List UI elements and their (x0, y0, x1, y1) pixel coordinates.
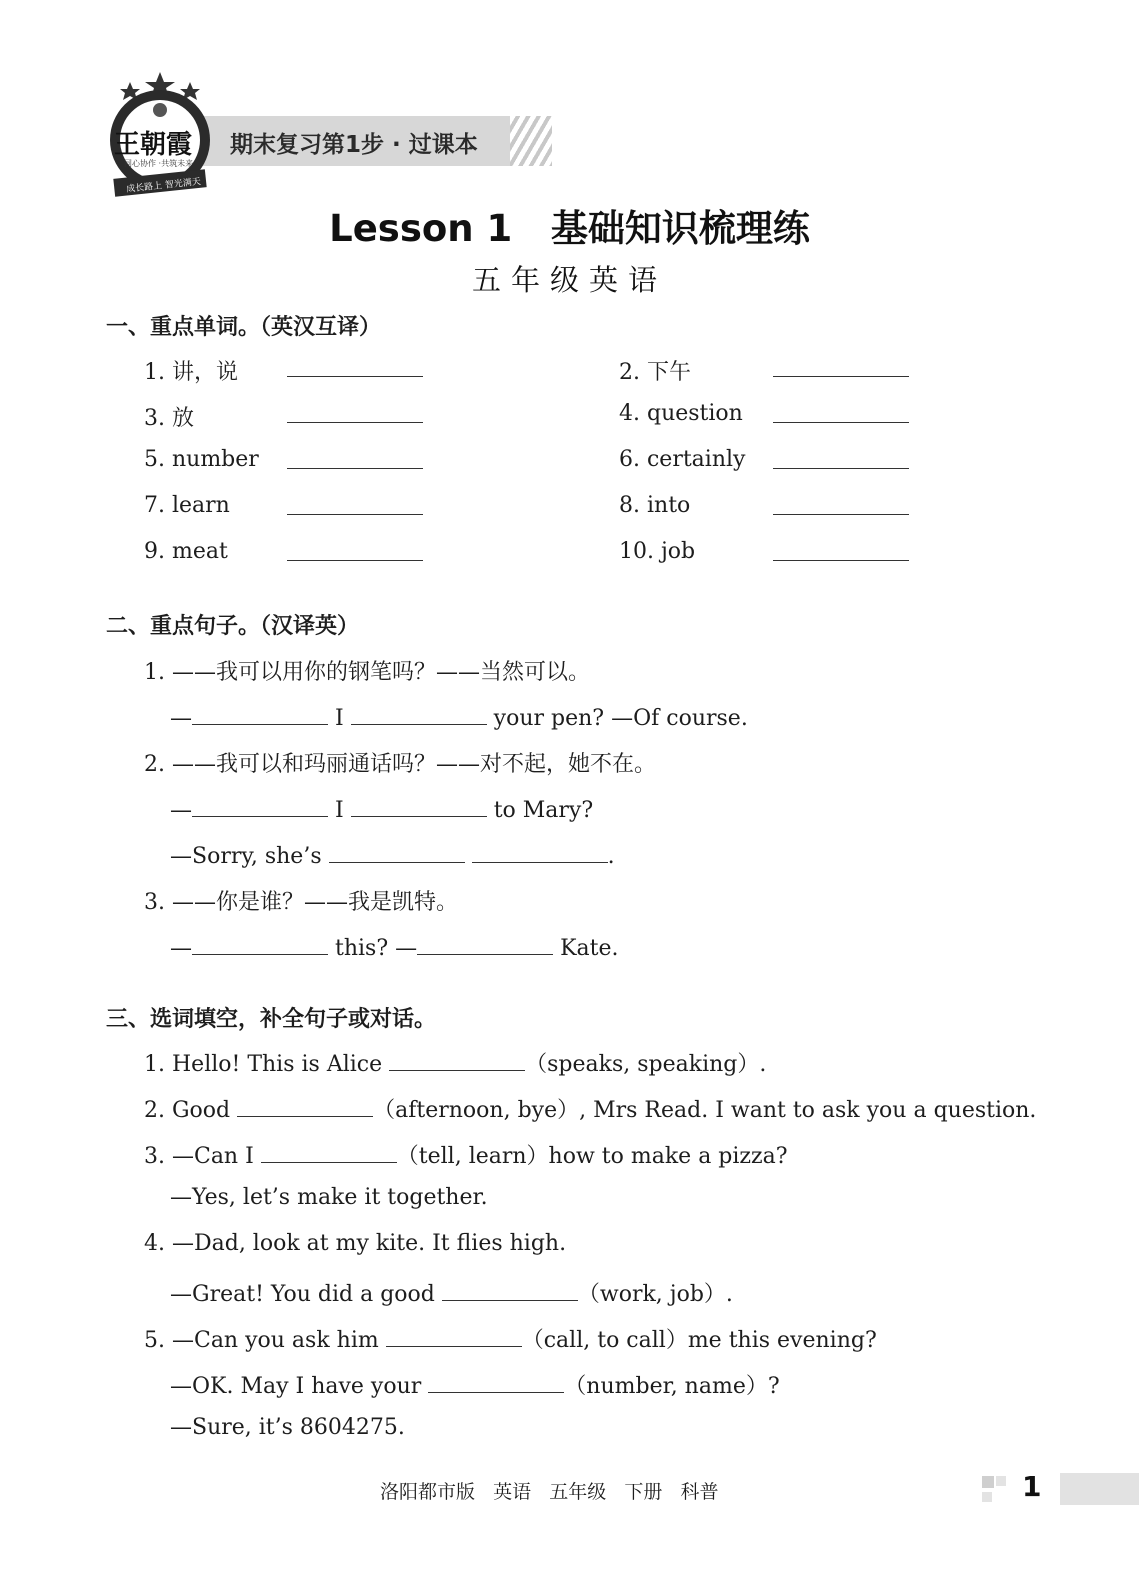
sentence-2-english-line-2: —Sorry, she’s . (170, 839, 615, 869)
word-item-8: 8. into (619, 493, 691, 518)
word-blank-2[interactable] (773, 359, 909, 377)
fill-blank-3[interactable] (261, 1139, 397, 1163)
word-blank-4[interactable] (773, 405, 909, 423)
section-3-heading: 三、选词填空，补全句子或对话。 (106, 1007, 437, 1032)
sentence-2-blank-1[interactable] (192, 793, 328, 817)
word-blank-8[interactable] (773, 497, 909, 515)
fill-item-2: 2. Good （afternoon, bye）, Mrs Read. I want to ask you a question. (144, 1093, 1036, 1124)
word-item-6: 6. certainly (619, 447, 746, 472)
word-item-2: 2. 下午 (619, 360, 691, 385)
page-number: 1 (1022, 1470, 1042, 1503)
fill-blank-4[interactable] (442, 1277, 578, 1301)
fill-item-3: 3. —Can I （tell, learn）how to make a pizza? (144, 1139, 788, 1170)
word-item-4: 4. question (619, 401, 743, 426)
word-item-10: 10. job (619, 539, 696, 564)
word-blank-1[interactable] (287, 359, 423, 377)
footer-bar (1060, 1473, 1139, 1505)
fill-item-3-reply: —Yes, let’s make it together. (170, 1185, 488, 1210)
fill-item-5-reply: —OK. May I have your （number, name）? (170, 1369, 780, 1400)
sentence-3-blank-2[interactable] (417, 931, 553, 955)
sentence-3-blank-1[interactable] (192, 931, 328, 955)
footer-square (982, 1476, 994, 1488)
word-item-3: 3. 放 (144, 406, 194, 431)
sentence-1-english: — I your pen? —Of course. (170, 701, 748, 731)
word-item-1: 1. 讲，说 (144, 360, 238, 385)
sentence-3-chinese: 3. ——你是谁？——我是凯特。 (144, 890, 458, 915)
fill-item-5: 5. —Can you ask him （call, to call）me this evening? (144, 1323, 877, 1354)
page-subtitle: 五年级英语 (471, 263, 667, 297)
word-item-7: 7. learn (144, 493, 230, 518)
logo-ribbon-text: 成长路上 智光满天 (125, 177, 202, 195)
fill-item-4-reply: —Great! You did a good （work, job）. (170, 1277, 733, 1308)
word-blank-3[interactable] (287, 405, 423, 423)
footer-square (996, 1476, 1006, 1486)
page-title: Lesson 1 基础知识梳理练 (329, 207, 810, 250)
banner-stripes (510, 116, 552, 166)
logo-small-text: 同心协作 ·共筑未来 (124, 159, 194, 168)
fill-item-1: 1. Hello! This is Alice （speaks, speaking）. (144, 1047, 766, 1078)
word-item-9: 9. meat (144, 539, 228, 564)
sentence-2-english-line-1: — I to Mary? (170, 793, 593, 823)
sentence-2-blank-2[interactable] (351, 793, 487, 817)
word-blank-6[interactable] (773, 451, 909, 469)
sentence-2-blank-4[interactable] (472, 839, 608, 863)
sentence-1-blank-1[interactable] (192, 701, 328, 725)
word-blank-10[interactable] (773, 543, 909, 561)
section-2-heading: 二、重点句子。（汉译英） (106, 614, 360, 639)
sentence-1-blank-2[interactable] (351, 701, 487, 725)
footer-info: 洛阳都市版 英语 五年级 下册 科普 (380, 1481, 719, 1503)
fill-blank-2[interactable] (237, 1093, 373, 1117)
sentence-2-blank-3[interactable] (329, 839, 465, 863)
word-blank-5[interactable] (287, 451, 423, 469)
fill-item-4: 4. —Dad, look at my kite. It flies high. (144, 1231, 567, 1256)
sentence-2-chinese: 2. ——我可以和玛丽通话吗？——对不起，她不在。 (144, 752, 656, 777)
fill-blank-6[interactable] (428, 1369, 564, 1393)
logo-name: 王朝霞 (114, 130, 193, 160)
word-blank-9[interactable] (287, 543, 423, 561)
fill-item-5-final: —Sure, it’s 8604275. (170, 1415, 405, 1440)
banner-text: 期末复习第1步 · 过课本 (230, 132, 478, 158)
section-1-heading: 一、重点单词。（英汉互译） (106, 315, 382, 340)
sentence-1-chinese: 1. ——我可以用你的钢笔吗？——当然可以。 (144, 660, 590, 685)
fill-blank-5[interactable] (386, 1323, 522, 1347)
sentence-3-english: — this? — Kate. (170, 931, 619, 961)
word-blank-7[interactable] (287, 497, 423, 515)
word-item-5: 5. number (144, 447, 259, 472)
footer-square (982, 1492, 992, 1502)
fill-blank-1[interactable] (389, 1047, 525, 1071)
